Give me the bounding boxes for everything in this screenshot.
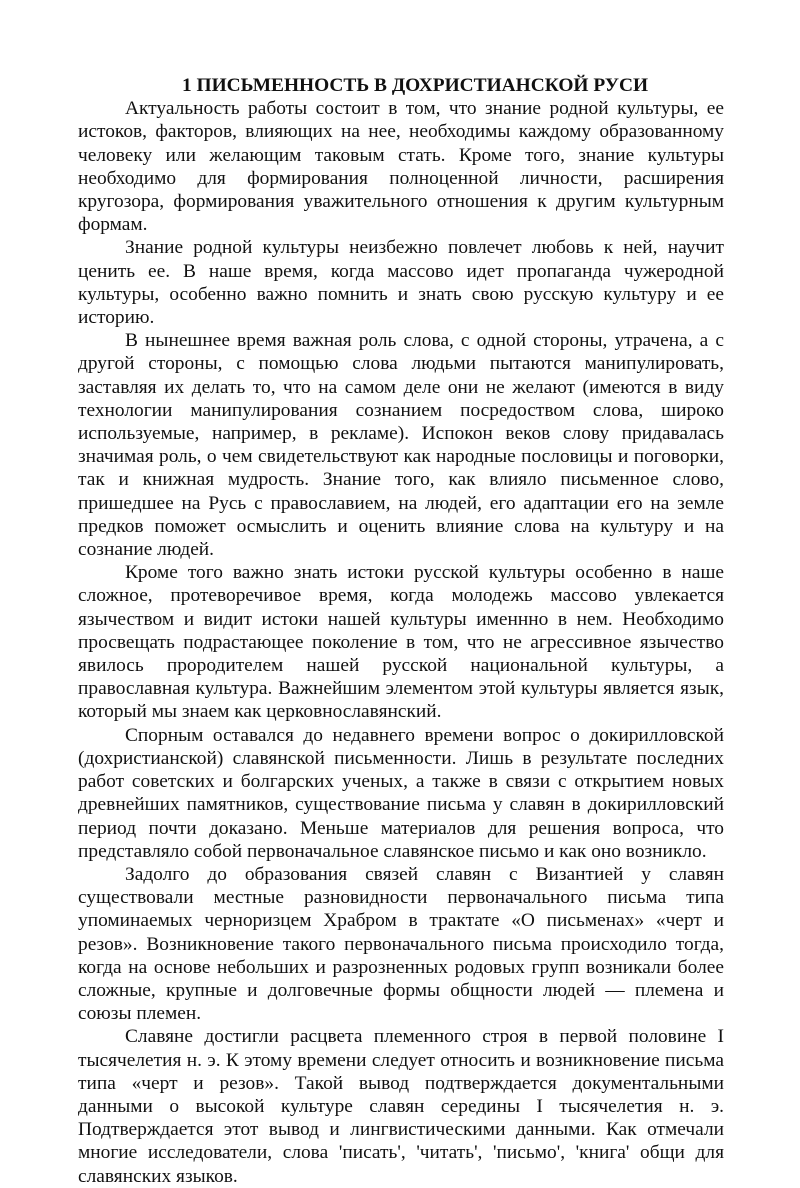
paragraph-7: Славяне достигли расцвета племенного строя в первой половине I тысячелетия н. э. К этому времени следует относить и возникновение письма типа «черт и резов». Такой вывод подтверждается документальными данными о высокой культуре славян середины I тысячелетия н. э. Подтверждается этот вывод и лингвистическими данными. Как отмечали многие исследователи, слова 'писать', 'читать', 'письмо', 'книга' общи для славянских языков.	[78, 1026, 724, 1187]
document-title: 1 ПИСЬМЕННОСТЬ В ДОХРИСТИАНСКОЙ РУСИ	[181, 75, 649, 96]
paragraph-5: Спорным оставался до недавнего времени вопрос о докирилловской (дохристианской) славянской письменности. Лишь в результате последних работ советских и болгарских ученых, а также в связи с открытием новых древнейших памятников, существование письма у славян в докирилловский период почти доказано. Меньше материалов для решения вопроса, что представляло собой первоначальное славянское письмо и как оно возникло.	[78, 724, 724, 862]
paragraph-2: Знание родной культуры неизбежно повлечет любовь к ней, научит ценить ее. В наше время, когда массово идет пропаганда чужеродной культуры, особенно важно помнить и знать свою русскую культуру и ее историю.	[78, 237, 724, 329]
document-page	[78, 74, 724, 1188]
paragraph-1: Актуальность работы состоит в том, что знание родной культуры, ее истоков, факторов, влияющих на нее, необходимы каждому образованному человеку или желающим таковым стать. Кроме того, знание культуры необходимо для формирования полноценной личности, расширения кругозора, формирования уважительного отношения к другим культурным формам.	[78, 98, 724, 236]
paragraph-4: Кроме того важно знать истоки русской культуры особенно в наше сложное, протеворечивое время, когда молодежь массово увлекается язычеством и видит истоки нашей культуры именнно в нем. Необходимо просвещать подрастающее поколение в том, что не агрессивное язычество явилось прородителем нашей русской национальной культуры, а православная культура. Важнейшим элементом этой культуры является язык, который мы знаем как церковнославянский.	[78, 562, 724, 723]
paragraph-3: В нынешнее время важная роль слова, с одной стороны, утрачена, а с другой стороны, с помощью слова людьми пытаются манипулировать, заставляя их делать то, что на самом деле они не желают (имеются в виду технологии манипулирования сознанием посредоством слова, широко используемые, например, в рекламе). Испокон веков слову придавалась значимая роль, о чем свидетельствуют как народные пословицы и поговорки, так и книжная мудрость. Знание того, как влияло письменное слово, пришедшее на Русь с православием, на людей, его адаптации его на земле предков поможет осмыслить и оценить влияние слова на культуру и на сознание людей.	[78, 330, 724, 561]
paragraph-6: Задолго до образования связей славян с Византией у славян существовали местные разновидности первоначального письма типа упоминаемых черноризцем Храбром в трактате «О письменах» «черт и резов». Возникновение такого первоначального письма происходило тогда, когда на основе небольших и разрозненных родовых групп возникали более сложные, крупные и долговечные формы общности людей — племена и союзы племен.	[78, 863, 724, 1025]
